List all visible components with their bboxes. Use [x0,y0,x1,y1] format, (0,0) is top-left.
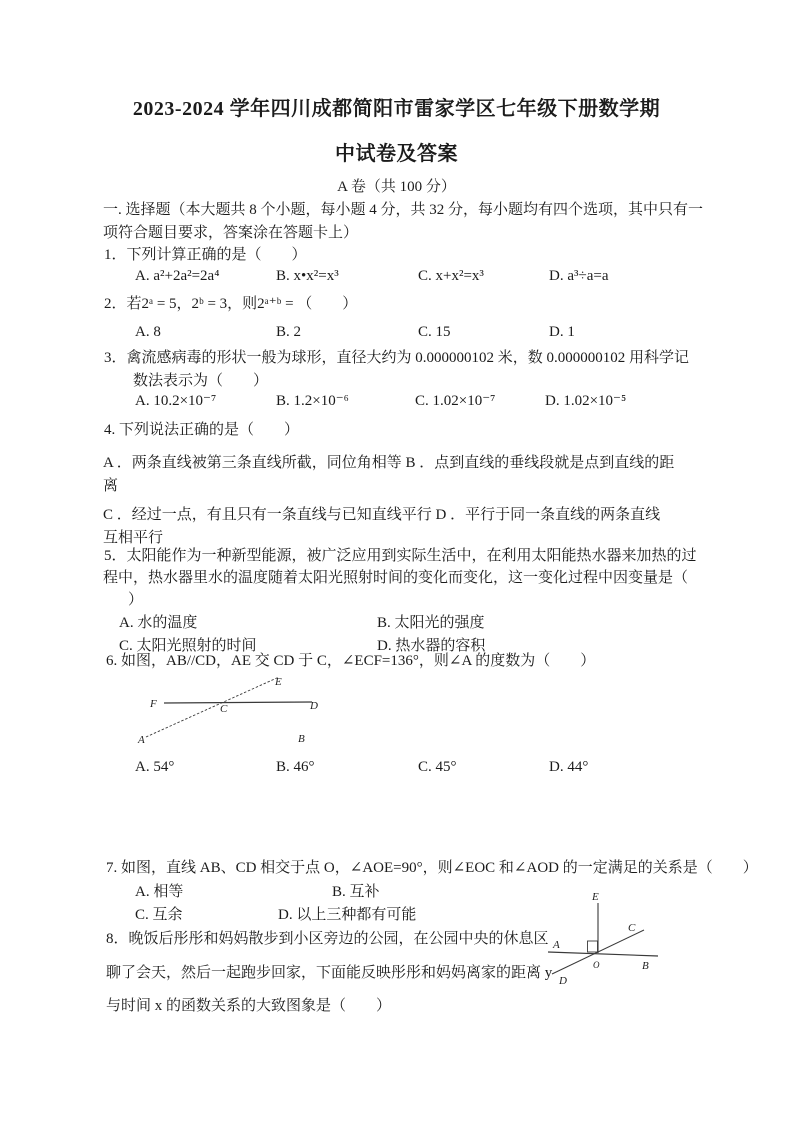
q7-right-angle-mark [588,941,598,952]
q5-option-a: A. 水的温度 [119,615,198,631]
q1-option-c: C. x+x²=x³ [418,268,484,284]
q6-option-b: B. 46° [276,759,315,775]
q2-option-b: B. 2 [276,324,302,340]
q4-options-ab-line2: 离 [103,478,119,494]
q2-option-a: A. 8 [135,324,161,340]
q5-option-c: C. 太阳光照射的时间 [119,638,257,654]
q5-stem-line1: 5．太阳能作为一种新型能源，被广泛应用到实际生活中，在利用太阳能热水器来加热的过 [104,548,697,564]
q7-option-a: A. 相等 [135,884,184,900]
q1-option-a: A. a²+2a²=2a⁴ [135,268,220,284]
q8-stem-line2: 聊了会天，然后一起跑步回家，下面能反映彤彤和妈妈离家的距离 y [106,965,553,981]
q3-option-a: A. 10.2×10⁻⁷ [135,393,217,409]
q4-options-ab-line1: A ．两条直线被第三条直线所截，同位角相等 B ．点到直线的垂线段就是点到直线的距 [103,455,675,471]
q1-option-b: B. x•x²=x³ [276,268,339,284]
q5-option-d: D. 热水器的容积 [377,638,486,654]
q7-label-d: D [559,975,567,987]
q7-label-e: E [592,891,599,903]
q7-label-b: B [642,960,649,972]
q6-label-e: E [275,676,282,688]
q7-option-b: B. 互补 [332,884,380,900]
q7-stem: 7. 如图，直线 AB、CD 相交于点 O，∠AOE=90°，则∠EOC 和∠AOD 的一定满足的关系是（ ） [106,860,758,876]
q3-stem-line1: 3．禽流感病毒的形状一般为球形，直径大约为 0.000000102 米，数 0.000000102 用科学记 [104,350,690,366]
page-title-line1: 2023-2024 学年四川成都简阳市雷家学区七年级下册数学期 [132,98,661,120]
q7-label-c: C [628,922,636,934]
q3-option-c: C. 1.02×10⁻⁷ [415,393,496,409]
q4-options-cd-line1: C ．经过一点，有且只有一条直线与已知直线平行 D ．平行于同一条直线的两条直线 [103,507,661,523]
q3-stem-line2: 数法表示为（ ） [133,373,269,389]
q3-option-b: B. 1.2×10⁻⁶ [276,393,349,409]
section-heading-line1: 一. 选择题（本大题共 8 个小题，每小题 4 分，共 32 分，每小题均有四个选项，其中只有一 [103,202,704,218]
volume-heading: A 卷（共 100 分） [337,179,456,195]
q1-option-d: D. a³÷a=a [549,268,609,284]
q6-label-a: A [138,734,145,746]
q6-line-fd [164,702,312,703]
q7-figure [540,886,690,991]
q5-stem-line2: 程中，热水器里水的温度随着太阳光照射时间的变化而变化，这一变化过程中因变量是（ [103,570,689,586]
section-heading-line2: 项符合题目要求，答案涂在答题卡上） [103,225,359,241]
q6-label-f: F [150,698,157,710]
q7-option-c: C. 互余 [135,907,183,923]
q6-line-ae [146,677,279,737]
q2-option-d: D. 1 [549,324,575,340]
q2-stem: 2．若2ᵃ = 5，2ᵇ = 3，则2ᵃ⁺ᵇ = （ ） [104,296,358,312]
q6-stem: 6. 如图，AB//CD，AE 交 CD 于 C，∠ECF=136°，则∠A 的度数为（ ） [106,653,596,669]
q4-stem: 4. 下列说法正确的是（ ） [104,422,300,438]
page-title-line2: 中试卷及答案 [335,143,458,165]
q6-label-c: C [220,703,228,715]
q5-stem-line3: ） [128,592,144,608]
q6-label-d: D [310,700,318,712]
q7-label-o: O [593,960,600,970]
q6-label-b: B [298,733,305,745]
q3-option-d: D. 1.02×10⁻⁵ [545,393,627,409]
q4-options-cd-line2: 互相平行 [103,530,164,546]
q7-label-a: A [553,939,560,951]
q1-stem: 1．下列计算正确的是（ ） [104,247,307,263]
q6-option-a: A. 54° [135,759,175,775]
q2-option-c: C. 15 [418,324,451,340]
q5-option-b: B. 太阳光的强度 [377,615,485,631]
q7-line-ab [548,952,658,956]
q8-stem-line1: 8．晚饭后彤彤和妈妈散步到小区旁边的公园，在公园中央的休息区 [106,931,549,947]
q8-stem-line3: 与时间 x 的函数关系的大致图象是（ ） [106,998,392,1014]
q6-option-d: D. 44° [549,759,589,775]
q6-figure [128,668,328,748]
q6-option-c: C. 45° [418,759,457,775]
q7-option-d: D. 以上三种都有可能 [278,907,417,923]
